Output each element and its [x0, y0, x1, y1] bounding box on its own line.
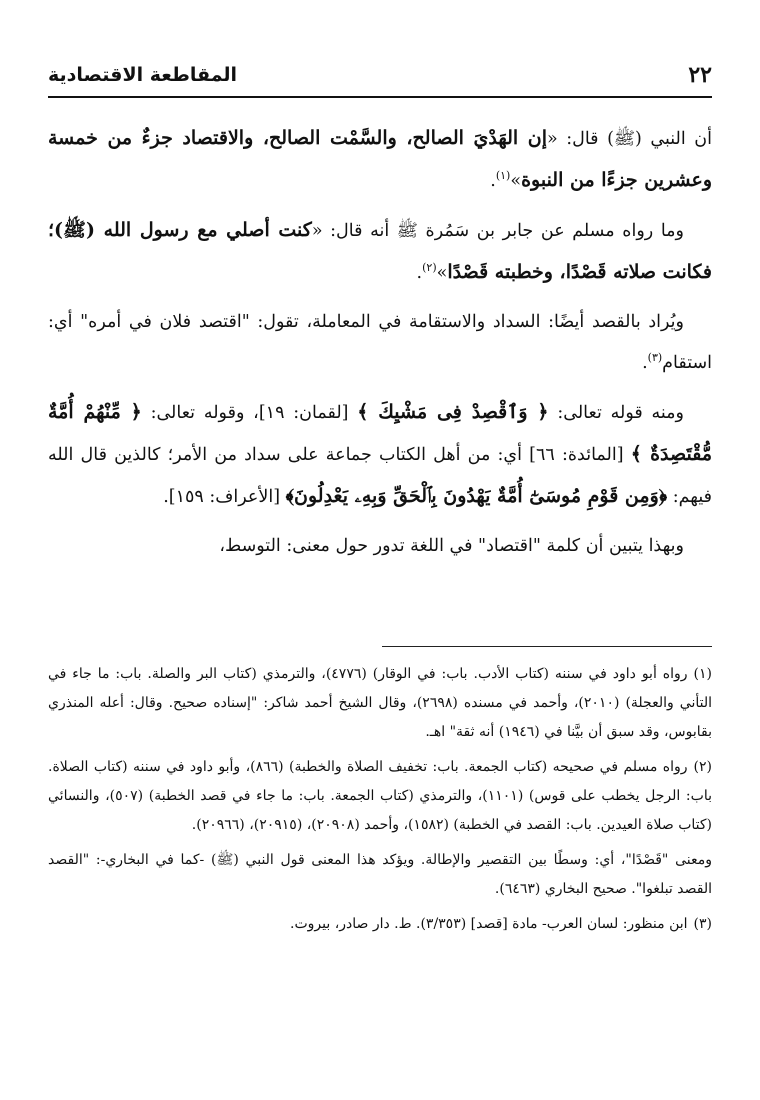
footnote-separator	[382, 646, 712, 647]
paragraph-hadith-1	[48, 118, 712, 202]
text-run: [المائدة: ٦٦] أي: من أهل الكتاب جماعة على سداد من الأمر؛ كالذين قال الله فيهم:	[48, 445, 712, 507]
running-title: المقاطعة الاقتصادية	[48, 64, 238, 86]
text-run: ويُراد بالقصد أيضًا: السداد والاستقامة في المعاملة، تقول: "اقتصد فلان في أمره" أي: استقام	[48, 312, 712, 373]
footnote-2-note	[48, 846, 712, 904]
text-run: .	[416, 263, 423, 283]
header-rule	[48, 96, 712, 98]
footnote-label: (٢)	[693, 759, 712, 775]
text-run: [لقمان: ١٩]، وقوله تعالى:	[141, 403, 358, 423]
text-run: »	[436, 263, 448, 283]
footnote-3	[48, 910, 712, 939]
footnote-1	[48, 660, 712, 747]
text-run: .	[642, 353, 648, 373]
text-run: ومنه قوله تعالى:	[548, 403, 685, 423]
footnote-ref-2[interactable]: (٢)	[422, 261, 437, 275]
footnote-label: (٣)	[693, 916, 712, 932]
paragraph-hadith-2	[48, 210, 712, 294]
hadith-quote: كنت أصلي مع رسول الله (ﷺ)؛ فكانت صلاته قَصْدًا، وخطبته قَصْدًا	[48, 219, 712, 283]
footnote-ref-3[interactable]: (٣)	[647, 351, 663, 365]
quran-verse: ﴿وَمِن قَوْمِ مُوسَىٰٓ أُمَّةٌ يَهْدُونَ بِٱلْحَقِّ وَبِهِۦ يَعْدِلُونَ﴾	[285, 485, 668, 507]
footnote-text: رواه مسلم في صحيحه (كتاب الجمعة. باب: تخفيف الصلاة والخطبة) (٨٦٦)، وأبو داود في سننه (كتاب الصلاة. باب: الرجل يخطب على قوس) (١١٠١)، والترمذي (كتاب الجمعة. باب: ما جاء في قصد الخطبة) (٥٠٧)، والنسائي (كتاب صلاة العيدين. باب: القصد في الخطبة) (١٥٨٢)، وأحمد (٢٠٩٠٨)، (٢٠٩١٥)، (٢٠٩٦٦).	[48, 759, 712, 833]
quran-verse: ﴿ مِّنْهُمْ أُمَّةٌ مُّقْتَصِدَةٌ ﴾	[48, 401, 712, 465]
main-text	[48, 118, 712, 575]
text-run: .	[490, 171, 496, 191]
text-run: أن النبي (ﷺ) قال: «	[546, 129, 712, 149]
footnote-ref-1[interactable]: (١)	[495, 169, 511, 183]
footnote-label: (١)	[693, 666, 712, 682]
text-run: »	[510, 171, 522, 191]
footnotes	[48, 660, 712, 945]
text-run: وما رواه مسلم عن جابر بن سَمُرة ﷺ أنه قال: «	[311, 221, 684, 241]
text-run: وبهذا يتبين أن كلمة "اقتصاد" في اللغة تدور حول معنى: التوسط،	[219, 536, 684, 556]
paragraph-quran	[48, 392, 712, 518]
paragraph-meaning	[48, 302, 712, 384]
text-run: [الأعراف: ١٥٩].	[163, 487, 286, 507]
footnote-2	[48, 753, 712, 840]
page-header	[48, 62, 712, 92]
footnote-text: رواه أبو داود في سننه (كتاب الأدب. باب: في الوقار) (٤٧٧٦)، والترمذي (كتاب البر والصلة. باب: ما جاء في التأني والعجلة) (٢٠١٠)، وأحمد في مسنده (٢٦٩٨)، وقال الشيخ أحمد شاكر: "إسناده صحيح. وقال: أعله المنذري بقابوس، وقد سبق أن بيَّنا في (١٩٤٦) أنه ثقة" اهـ.	[48, 666, 712, 740]
hadith-quote: إن الهَدْيَ الصالح، والسَّمْت الصالح، والاقتصاد جزءٌ من خمسة وعشرين جزءًا من النبوة	[48, 127, 712, 191]
footnote-text: ومعنى "قَصْدًا"، أي: وسطًا بين التقصير والإطالة. ويؤكد هذا المعنى قول النبي (ﷺ) -كما في البخاري-: "القصد القصد تبلغوا". صحيح البخاري (٦٤٦٣).	[48, 852, 712, 897]
paragraph-conclusion	[48, 526, 712, 567]
footnote-text: ابن منظور: لسان العرب- مادة [قصد] (٣/٣٥٣). ط. دار صادر، بيروت.	[290, 916, 688, 932]
page-number: ٢٢	[688, 62, 712, 88]
quran-verse: ﴿ وَٱقْصِدْ فِى مَشْيِكَ ﴾	[357, 401, 549, 423]
